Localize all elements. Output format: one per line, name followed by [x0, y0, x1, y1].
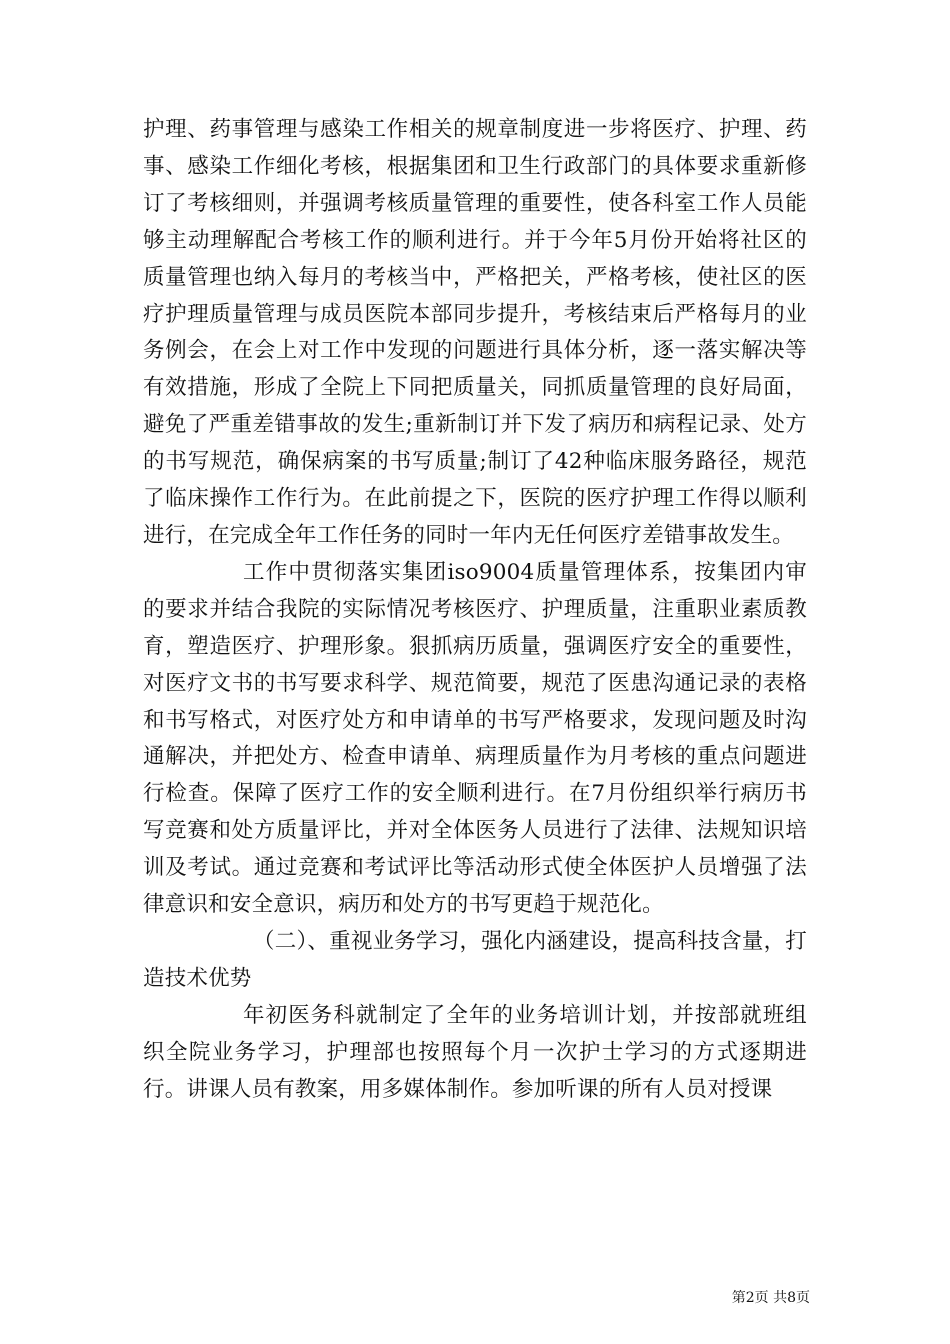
document-body — [143, 112, 807, 1108]
paragraph-quality-management: 护理、药事管理与感染工作相关的规章制度进一步将医疗、护理、药事、感染工作细化考核，根据集团和卫生行政部门的具体要求重新修订了考核细则，并强调考核质量管理的重要性，使各科室工作人员能够主动理解配合考核工作的顺利进行。并于今年5月份开始将社区的质量管理也纳入每月的考核当中，严格把关，严格考核，使社区的医疗护理质量管理与成员医院本部同步提升，考核结束后严格每月的业务例会，在会上对工作中发现的问题进行具体分析，逐一落实解决等有效措施，形成了全院上下同把质量关，同抓质量管理的良好局面，避免了严重差错事故的发生;重新制订并下发了病历和病程记录、处方的书写规范，确保病案的书写质量;制订了42种临床服务路径，规范了临床操作工作行为。在此前提之下，医院的医疗护理工作得以顺利进行，在完成全年工作任务的同时一年内无任何医疗差错事故发生。 — [143, 117, 807, 548]
section-heading-2: （二）、重视业务学习，强化内涵建设，提高科技含量，打造技术优势 — [143, 928, 807, 991]
page-number-footer: 第2页 共8页 — [731, 1290, 810, 1306]
paragraph-iso9004: 工作中贯彻落实集团iso9004质量管理体系，按集团内审的要求并结合我院的实际情况考核医疗、护理质量，注重职业素质教育，塑造医疗、护理形象。狠抓病历质量，强调医疗安全的重要性，对医疗文书的书写要求科学、规范简要，规范了医患沟通记录的表格和书写格式，对医疗处方和申请单的书写严格要求，发现问题及时沟通解决，并把处方、检查申请单、病理质量作为月考核的重点问题进行检查。保障了医疗工作的安全顺利进行。在7月份组织举行病历书写竞赛和处方质量评比，并对全体医务人员进行了法律、法规知识培训及考试。通过竞赛和考试评比等活动形式使全体医护人员增强了法律意识和安全意识，病历和处方的书写更趋于规范化。 — [143, 559, 807, 918]
paragraph-training-plan: 年初医务科就制定了全年的业务培训计划，并按部就班组织全院业务学习，护理部也按照每个月一次护士学习的方式逐期进行。讲课人员有教案，用多媒体制作。参加听课的所有人员对授课 — [143, 1002, 807, 1102]
